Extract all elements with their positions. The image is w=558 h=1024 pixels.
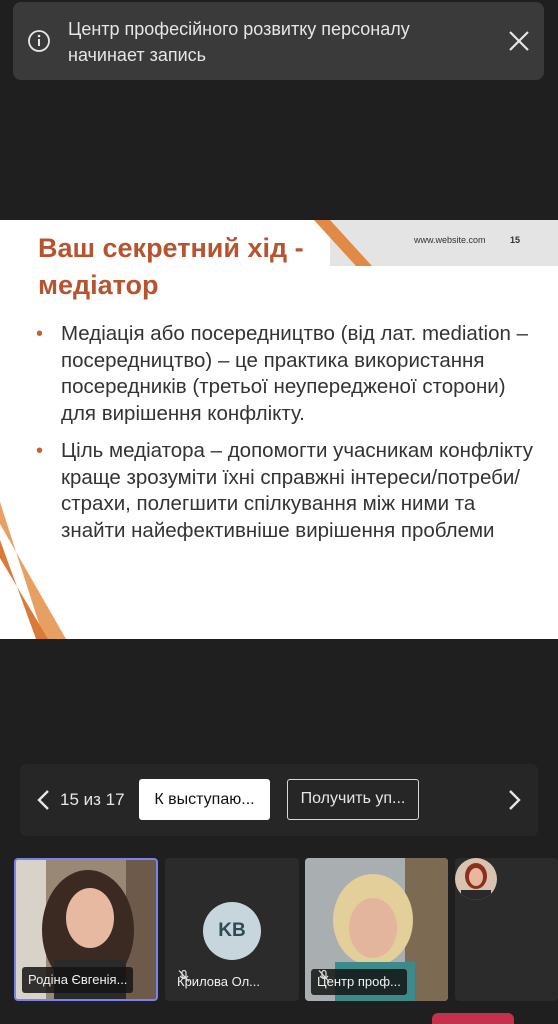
participant-name: Крилова Ол... — [177, 974, 261, 989]
info-icon — [27, 29, 51, 53]
slide-counter: 15 из 17 — [60, 790, 125, 809]
slide-bullet — [36, 321, 536, 427]
leave-call-button[interactable] — [432, 1013, 514, 1024]
slide-bullet — [36, 438, 536, 544]
go-to-presenter-button[interactable]: К выступаю... — [139, 779, 270, 820]
slide-title: Ваш секретний хід - медіатор — [38, 233, 304, 300]
take-control-button[interactable]: Получить уп... — [287, 779, 419, 820]
participant-tile[interactable] — [14, 858, 158, 1001]
close-icon[interactable] — [504, 26, 534, 56]
participant-name-row — [311, 969, 407, 995]
notification-message: Центр професійного розвитку персоналу начинает запись — [68, 19, 410, 65]
participant-name: Родіна Євгенія... — [22, 967, 133, 993]
avatar: KB — [203, 902, 261, 960]
bullet-dot: • — [36, 440, 44, 462]
participant-name: Центр проф... — [317, 974, 401, 989]
bullet-text: Медіація або посередництво (від лат. mediation – посередництво) – це практика використання посередників (третьої неупередженої сторони) для вирішення конфлікту. — [61, 322, 528, 425]
slide-navigation — [20, 764, 538, 836]
slide-website: www.website.com — [414, 235, 486, 245]
bullet-text: Ціль медіатора – допомогти учасникам конфлікту краще зрозуміти їхні справжні інтереси/потреби/страхи, полегшити спілкування між ними та знайти найефективніше вирішення проблеми — [61, 439, 533, 542]
participant-tile[interactable] — [305, 858, 448, 1001]
presentation-slide — [0, 220, 558, 639]
participant-name-row — [171, 969, 266, 995]
mic-off-icon — [177, 969, 191, 983]
chevron-left-icon[interactable] — [34, 786, 54, 814]
recording-notification — [13, 2, 544, 80]
bullet-dot: • — [36, 323, 44, 345]
participant-tile[interactable] — [455, 858, 558, 1001]
mic-off-icon — [317, 969, 331, 983]
participant-tile[interactable] — [165, 858, 299, 1001]
slide-bullet-list — [36, 321, 536, 555]
chevron-right-icon[interactable] — [504, 786, 524, 814]
slide-page-number: 15 — [510, 235, 521, 245]
avatar — [455, 858, 497, 900]
